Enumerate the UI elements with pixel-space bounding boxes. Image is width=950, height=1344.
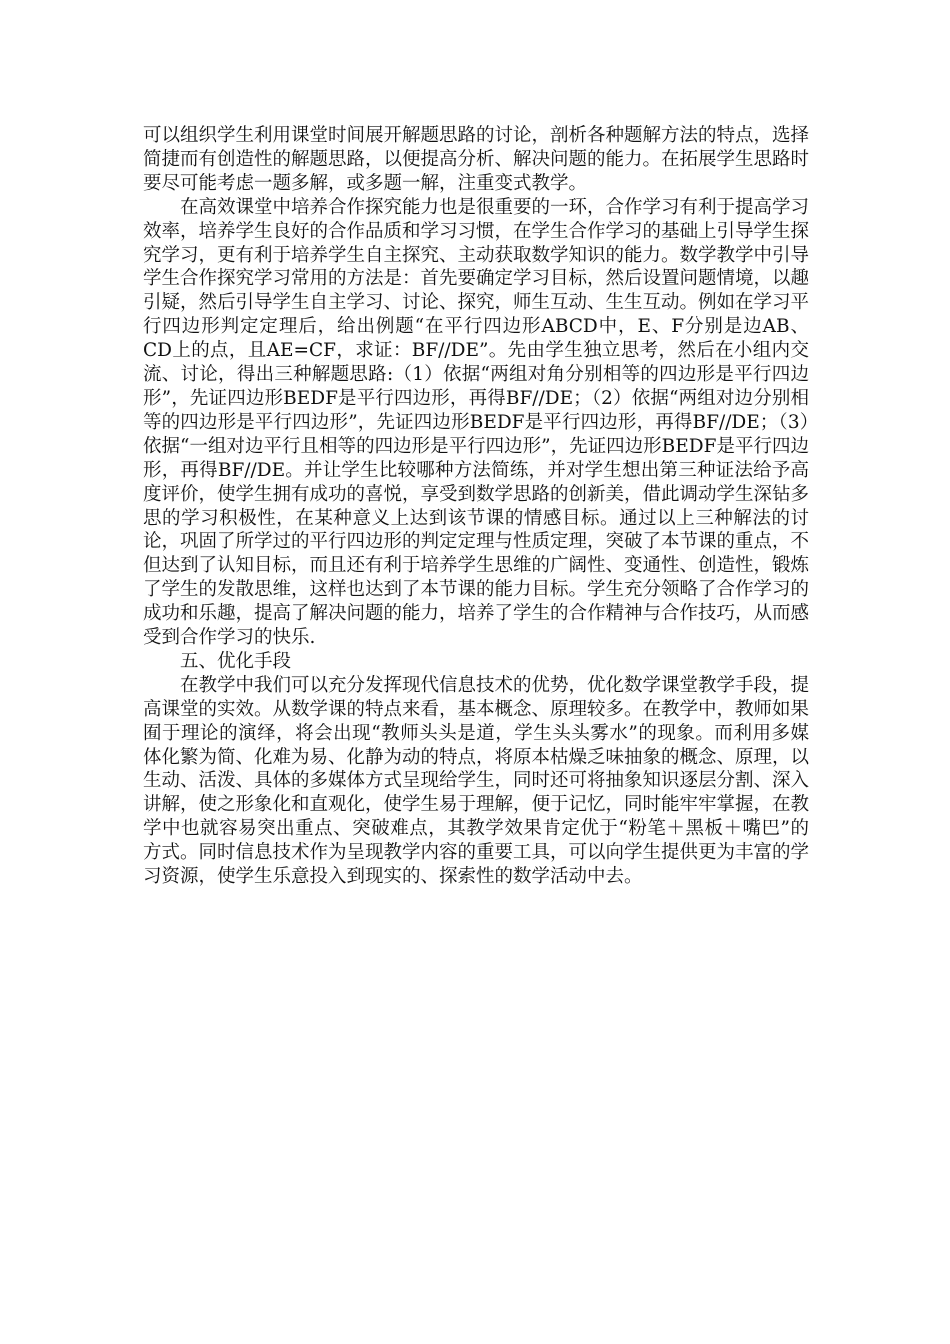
- paragraph-optimize-means: 在教学中我们可以充分发挥现代信息技术的优势，优化数学课堂教学手段，提高课堂的实效。从数学课的特点来看，基本概念、原理较多。在教学中，教师如果囿于理论的演绎，将会出现“教师头头是道，学生头头雾水”的现象。而利用多媒体化繁为简、化难为易、化静为动的特点，将原本枯燥乏味抽象的概念、原理，以生动、活泼、具体的多媒体方式呈现给学生，同时还可将抽象知识逐层分割、深入讲解，使之形象化和直观化，使学生易于理解，便于记忆，同时能牢牢掌握，在教学中也就容易突出重点、突破难点，其教学效果肯定优于“粉笔＋黑板＋嘴巴”的方式。同时信息技术作为呈现教学内容的重要工具，可以向学生提供更为丰富的学习资源，使学生乐意投入到现实的、探索性的数学活动中去。: [143, 674, 810, 888]
- paragraph-cooperative-learning: 在高效课堂中培养合作探究能力也是很重要的一环，合作学习有利于提高学习效率，培养学生良好的合作品质和学习习惯，在学生合作学习的基础上引导学生探究学习，更有利于培养学生自主探究、主动获取数学知识的能力。数学教学中引导学生合作探究学习常用的方法是：首先要确定学习目标，然后设置问题情境，以趣引疑，然后引导学生自主学习、讨论、探究，师生互动、生生互动。例如在学习平行四边形判定定理后，给出例题“在平行四边形ABCD中，E、F分别是边AB、CD上的点，且AE=CF，求证：BF//DE”。先由学生独立思考，然后在小组内交流、讨论，得出三种解题思路:（1）依据“两组对角分别相等的四边形是平行四边形”，先证四边形BEDF是平行四边形，再得BF//DE；（2）依据“两组对边分别相等的四边形是平行四边形”，先证四边形BEDF是平行四边形，再得BF//DE；（3）依据“一组对边平行且相等的四边形是平行四边形”，先证四边形BEDF是平行四边形，再得BF//DE。并让学生比较哪种方法简练，并对学生想出第三种证法给予高度评价，使学生拥有成功的喜悦，享受到数学思路的创新美，借此调动学生深钻多思的学习积极性，在某种意义上达到该节课的情感目标。通过以上三种解法的讨论，巩固了所学过的平行四边形的判定定理与性质定理，突破了本节课的重点，不但达到了认知目标，而且还有利于培养学生思维的广阔性、变通性、创造性，锻炼了学生的发散思维，这样也达到了本节课的能力目标。学生充分领略了合作学习的成功和乐趣，提高了解决问题的能力，培养了学生的合作精神与合作技巧，从而感受到合作学习的快乐.: [143, 196, 810, 649]
- paragraph-continued: 可以组织学生利用课堂时间展开解题思路的讨论，剖析各种题解方法的特点，选择简捷而有创造性的解题思路，以便提高分析、解决问题的能力。在拓展学生思路时要尽可能考虑一题多解，或多题一解，注重变式教学。: [143, 125, 810, 194]
- section-heading: 五、优化手段: [180, 650, 292, 672]
- document-body: [143, 124, 809, 889]
